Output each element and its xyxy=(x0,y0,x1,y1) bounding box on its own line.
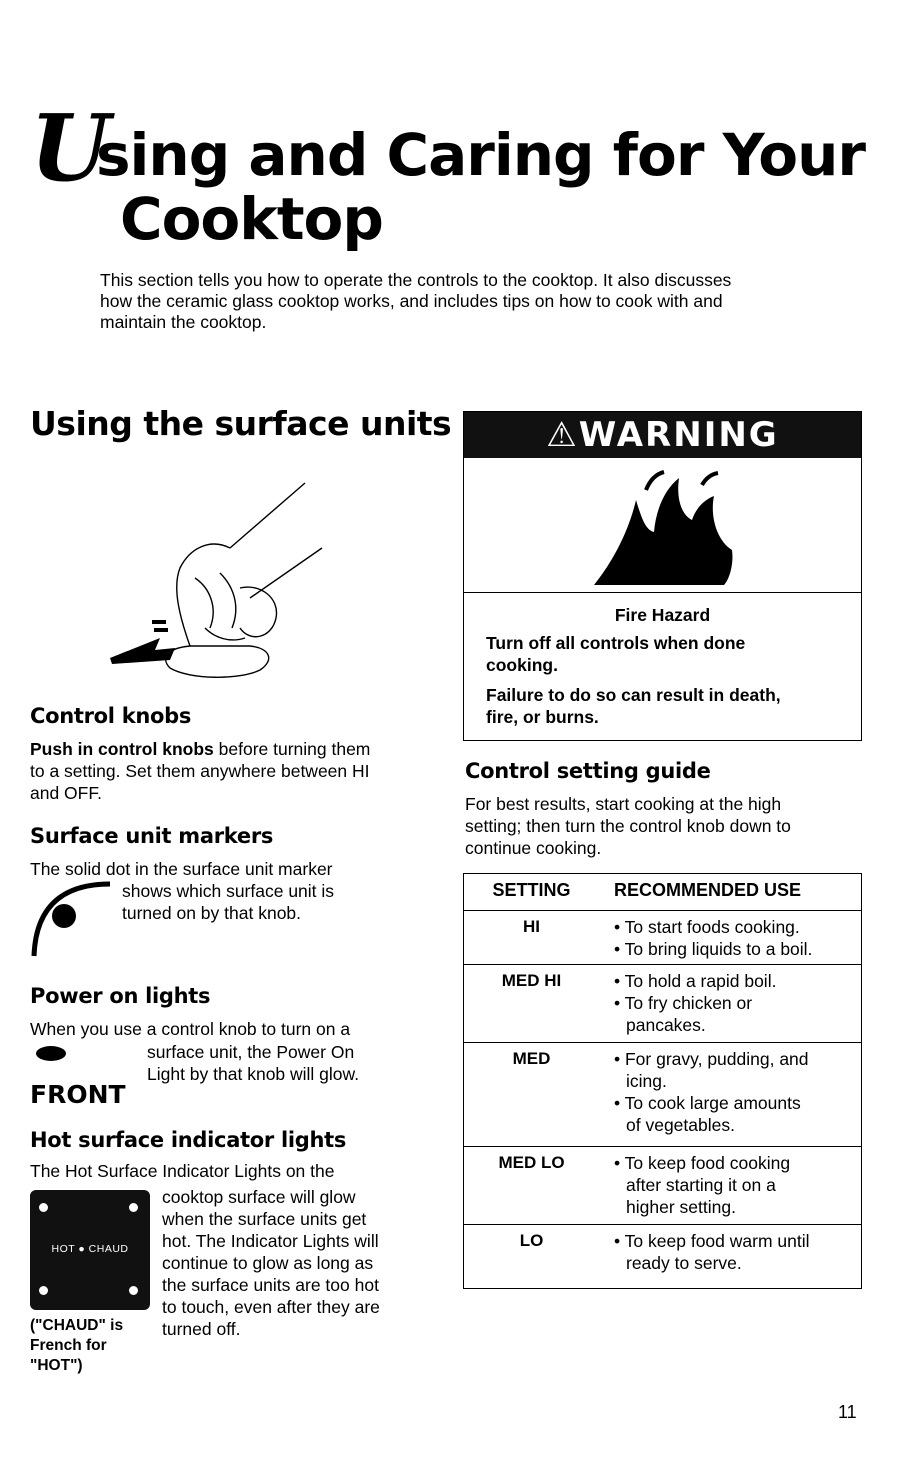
table-row: HI • To start foods cooking. • To bring liquids to a boil. xyxy=(464,910,861,963)
warning-text: Turn off all controls when done cooking. Failure to do so can result in death, fire, or burns. xyxy=(486,633,781,727)
warning-divider xyxy=(464,592,861,593)
power-on-text: surface unit, the Power On Light by that knob will glow. xyxy=(147,1042,360,1084)
surface-markers-line1: The solid dot in the surface unit marker xyxy=(30,859,333,879)
column-header-use: RECOMMENDED USE xyxy=(614,880,802,900)
power-on-light-icon xyxy=(36,1046,66,1061)
intro-paragraph: This section tells you how to operate the controls to the cooktop. It also discusses how the ceramic glass cooktop works, and includes tips on how to cook with and maintain the cooktop. xyxy=(100,270,732,332)
warning-triangle-icon: ⚠ xyxy=(546,415,579,455)
table-header-row xyxy=(464,880,861,910)
section-title-surface-units: Using the surface units xyxy=(30,404,452,443)
hot-surface-heading: Hot surface indicator lights xyxy=(30,1128,347,1152)
power-on-heading: Power on lights xyxy=(30,984,211,1008)
power-on-line1: When you use a control knob to turn on a xyxy=(30,1019,351,1039)
page-title-line1: sing and Caring for Your xyxy=(96,121,866,189)
fire-hazard-title: Fire Hazard xyxy=(614,605,711,625)
control-knobs-heading: Control knobs xyxy=(30,704,192,728)
surface-markers-text: shows which surface unit is turned on by that knob. xyxy=(122,881,335,923)
fire-icon xyxy=(584,470,744,590)
indicator-light-icon xyxy=(129,1286,138,1295)
chaud-caption: ("CHAUD" is French for "HOT") xyxy=(30,1317,124,1374)
warning-header: ⚠WARNING xyxy=(464,412,861,458)
front-label: FRONT xyxy=(30,1080,126,1109)
hot-surface-text: cooktop surface will glow when the surface units get hot. The Indicator Lights will continue to glow as long as the surface units are too hot to touch, even after they are turned off. xyxy=(162,1187,380,1339)
control-setting-guide-heading: Control setting guide xyxy=(465,759,711,783)
surface-unit-marker-icon xyxy=(30,880,110,960)
push-arrow-icon xyxy=(110,638,175,664)
column-header-setting: SETTING xyxy=(492,880,571,900)
indicator-light-icon xyxy=(39,1203,48,1212)
indicator-light-icon xyxy=(39,1286,48,1295)
setting-guide-table xyxy=(463,873,862,1289)
table-row: LO • To keep food warm until ready to serve. xyxy=(464,1224,861,1285)
control-setting-guide-intro: For best results, start cooking at the high setting; then turn the control knob down to continue cooking. xyxy=(465,794,791,858)
title-drop-cap: U xyxy=(30,94,111,202)
hand-knob-illustration xyxy=(100,478,330,688)
indicator-light-icon xyxy=(129,1203,138,1212)
control-knobs-text: Push in control knobs before turning them to a setting. Set them anywhere between HI and OFF. xyxy=(30,739,371,803)
hot-chaud-label: HOT ● CHAUD xyxy=(51,1243,129,1255)
hot-surface-indicator-panel xyxy=(30,1190,150,1310)
hot-surface-line1: The Hot Surface Indicator Lights on the xyxy=(30,1161,335,1181)
warning-box xyxy=(463,411,862,741)
surface-markers-heading: Surface unit markers xyxy=(30,824,274,848)
page-number: 11 xyxy=(838,1402,857,1422)
table-row: MED • For gravy, pudding, and icing. • To cook large amounts of vegetables. xyxy=(464,1042,861,1147)
table-row: MED LO • To keep food cooking after starting it on a higher setting. xyxy=(464,1146,861,1225)
page-title-line2: Cooktop xyxy=(120,185,383,253)
table-row: MED HI • To hold a rapid boil. • To fry chicken or pancakes. xyxy=(464,964,861,1041)
